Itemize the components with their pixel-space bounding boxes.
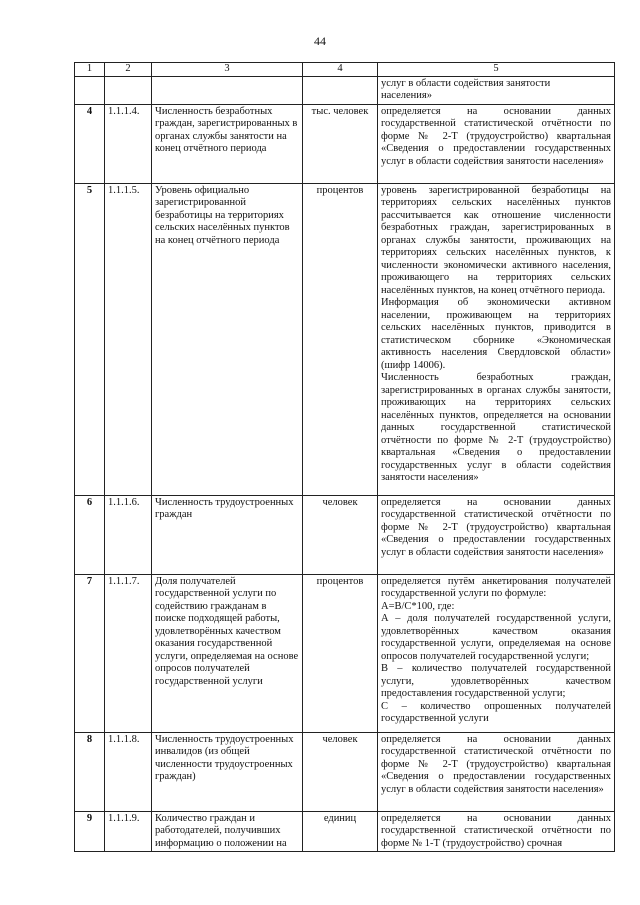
unit-of-measure: процентов bbox=[303, 574, 378, 732]
method-paragraph: А – доля получателей государственной услуги, удовлетворённых качеством оказания государственной услуги, определяемая на основе опросов получателей государственной услуги; bbox=[381, 613, 611, 662]
indicator-code: 1.1.1.9. bbox=[105, 811, 152, 852]
method-paragraph: определяется на основании данных государственной статистической отчётности по форме № 1-Т (трудоустройство) срочная bbox=[381, 812, 611, 849]
method-paragraph: С – количество опрошенных получателей государственной услуги bbox=[381, 700, 611, 724]
indicator-name: Численность трудоустроенных граждан bbox=[152, 495, 303, 574]
unit-of-measure: процентов bbox=[303, 183, 378, 495]
column-header: 4 bbox=[303, 63, 378, 77]
method-paragraph: определяется на основании данных государственной статистической отчётности по форме № 2-Т (трудоустройство) квартальная «Сведения о предоставлении государственных услуг в области содействия занятости населения» bbox=[381, 105, 611, 167]
row-number: 6 bbox=[75, 495, 105, 574]
table-header-row bbox=[75, 63, 615, 77]
row-number: 4 bbox=[75, 104, 105, 183]
unit-of-measure: тыс. человек bbox=[303, 104, 378, 183]
method-paragraph: А=В/С*100, где: bbox=[381, 600, 455, 612]
calculation-method bbox=[378, 811, 615, 852]
indicator-code: 1.1.1.6. bbox=[105, 495, 152, 574]
calculation-method bbox=[378, 732, 615, 811]
method-paragraph: Информация об экономически активном населении, проживающем на территориях сельских населённых пунктов, приводится в статистическом сборнике «Экономическая активность населения Свердловской области» (шифр 14006). bbox=[381, 297, 611, 371]
column-header: 3 bbox=[152, 63, 303, 77]
table-row bbox=[75, 811, 615, 852]
calculation-method bbox=[378, 574, 615, 732]
table-row bbox=[75, 183, 615, 495]
indicator-name: Количество граждан и работодателей, получивших информацию о положении на bbox=[152, 811, 303, 852]
continuation-text bbox=[378, 76, 615, 104]
table-row bbox=[75, 104, 615, 183]
row-number: 5 bbox=[75, 183, 105, 495]
method-paragraph: В – количество получателей государственной услуги, удовлетворённых качеством предоставления государственной услуги; bbox=[381, 663, 611, 699]
column-header: 1 bbox=[75, 63, 105, 77]
indicator-code: 1.1.1.7. bbox=[105, 574, 152, 732]
column-header: 5 bbox=[378, 63, 615, 77]
row-number: 9 bbox=[75, 811, 105, 852]
row-number: 8 bbox=[75, 732, 105, 811]
unit-of-measure: человек bbox=[303, 732, 378, 811]
indicator-code: 1.1.1.5. bbox=[105, 183, 152, 495]
indicator-name: Численность безработных граждан, зарегистрированных в органах службы занятости на конец отчётного периода bbox=[152, 104, 303, 183]
method-paragraph: определяется на основании данных государственной статистической отчётности по форме № 2-Т (трудоустройство) квартальная «Сведения о предоставлении государственных услуг в области содействия занятости населения» bbox=[381, 733, 611, 795]
calculation-method bbox=[378, 495, 615, 574]
table-row bbox=[75, 732, 615, 811]
method-paragraph: уровень зарегистрированной безработицы на территориях сельских населённых пунктов рассчитывается как отношение численности безработных граждан, зарегистрированных в органах службы занятости, проживающих на территориях сельских населённых пунктов, к численности экономически активного населения, проживающего на территориях сельских населённых пунктов, на конец отчётного периода. bbox=[381, 184, 611, 296]
indicator-name: Доля получателей государственной услуги по содействию гражданам в поиске подходящей работы, удовлетворённых качеством оказания государственной услуги, определяемая на основе опросов получателей государственной услуги bbox=[152, 574, 303, 732]
indicator-code: 1.1.1.4. bbox=[105, 104, 152, 183]
indicator-name: Численность трудоустроенных инвалидов (из общей численности трудоустроенных граждан) bbox=[152, 732, 303, 811]
page-number: 44 bbox=[314, 34, 326, 48]
row-number: 7 bbox=[75, 574, 105, 732]
unit-of-measure: единиц bbox=[303, 811, 378, 852]
indicators-table bbox=[74, 62, 615, 852]
continuation-line: населения» bbox=[381, 90, 432, 101]
method-paragraph: определяется на основании данных государственной статистической отчётности по форме № 2-Т (трудоустройство) квартальная «Сведения о предоставлении государственных услуг в области содействия занятости населения» bbox=[381, 496, 611, 558]
method-paragraph: определяется путём анкетирования получателей государственной услуги по формуле: bbox=[381, 575, 611, 599]
calculation-method bbox=[378, 104, 615, 183]
column-header: 2 bbox=[105, 63, 152, 77]
indicator-code: 1.1.1.8. bbox=[105, 732, 152, 811]
calculation-method bbox=[378, 183, 615, 495]
table-row bbox=[75, 574, 615, 732]
indicator-name: Уровень официально зарегистрированной безработицы на территориях сельских населённых пунктов на конец отчётного периода bbox=[152, 183, 303, 495]
continuation-line: услуг в области содействия занятости bbox=[381, 77, 551, 89]
table-row bbox=[75, 495, 615, 574]
method-paragraph: Численность безработных граждан, зарегистрированных в органах службы занятости, проживающих на территориях сельских населённых пунктов, определяется на основании данных государственной статистической отчётности по форме № 2-Т (трудоустройство) квартальная «Сведения о предоставлении государственных услуг в области содействия занятости населения» bbox=[381, 372, 611, 483]
unit-of-measure: человек bbox=[303, 495, 378, 574]
table-row-continuation bbox=[75, 76, 615, 104]
